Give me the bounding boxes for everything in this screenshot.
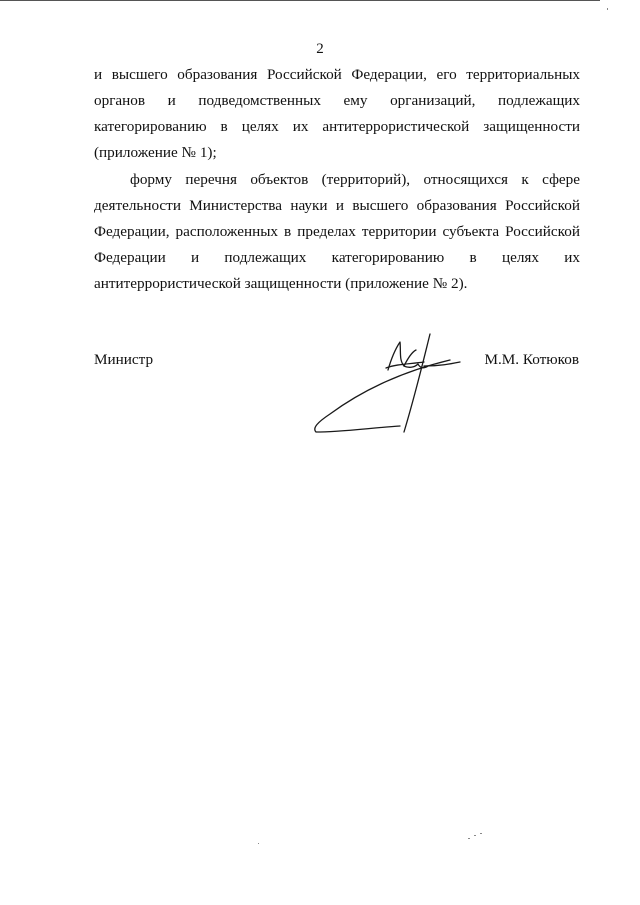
paragraph1-line: и высшего образования Российской Федерации, его территориальных bbox=[94, 66, 580, 83]
scan-speck bbox=[480, 833, 482, 834]
scan-speck bbox=[474, 835, 476, 836]
paragraph2-line: форму перечня объектов (территорий), относящихся к сфере bbox=[130, 171, 580, 188]
handwritten-signature bbox=[300, 322, 470, 442]
paragraph2-line: антитеррористической защищенности (приложение № 2). bbox=[94, 275, 468, 292]
scan-speck bbox=[258, 843, 259, 844]
scan-speck bbox=[468, 838, 470, 839]
paragraph2-line: деятельности Министерства науки и высшего образования Российской bbox=[94, 197, 580, 214]
paragraph2-line: Федерации, расположенных в пределах территории субъекта Российской bbox=[94, 223, 580, 240]
scan-edge-line bbox=[0, 0, 600, 1]
page-number: 2 bbox=[316, 41, 324, 57]
scan-speck bbox=[607, 8, 608, 10]
signer-name: М.М. Котюков bbox=[484, 351, 579, 368]
paragraph1-line: органов и подведомственных ему организаций, подлежащих bbox=[94, 92, 580, 109]
paragraph1-line: (приложение № 1); bbox=[94, 144, 217, 161]
paragraph1-line: категорированию в целях их антитеррористической защищенности bbox=[94, 118, 580, 135]
paragraph2-line: Федерации и подлежащих категорированию в целях их bbox=[94, 249, 580, 266]
signer-title: Министр bbox=[94, 351, 154, 368]
